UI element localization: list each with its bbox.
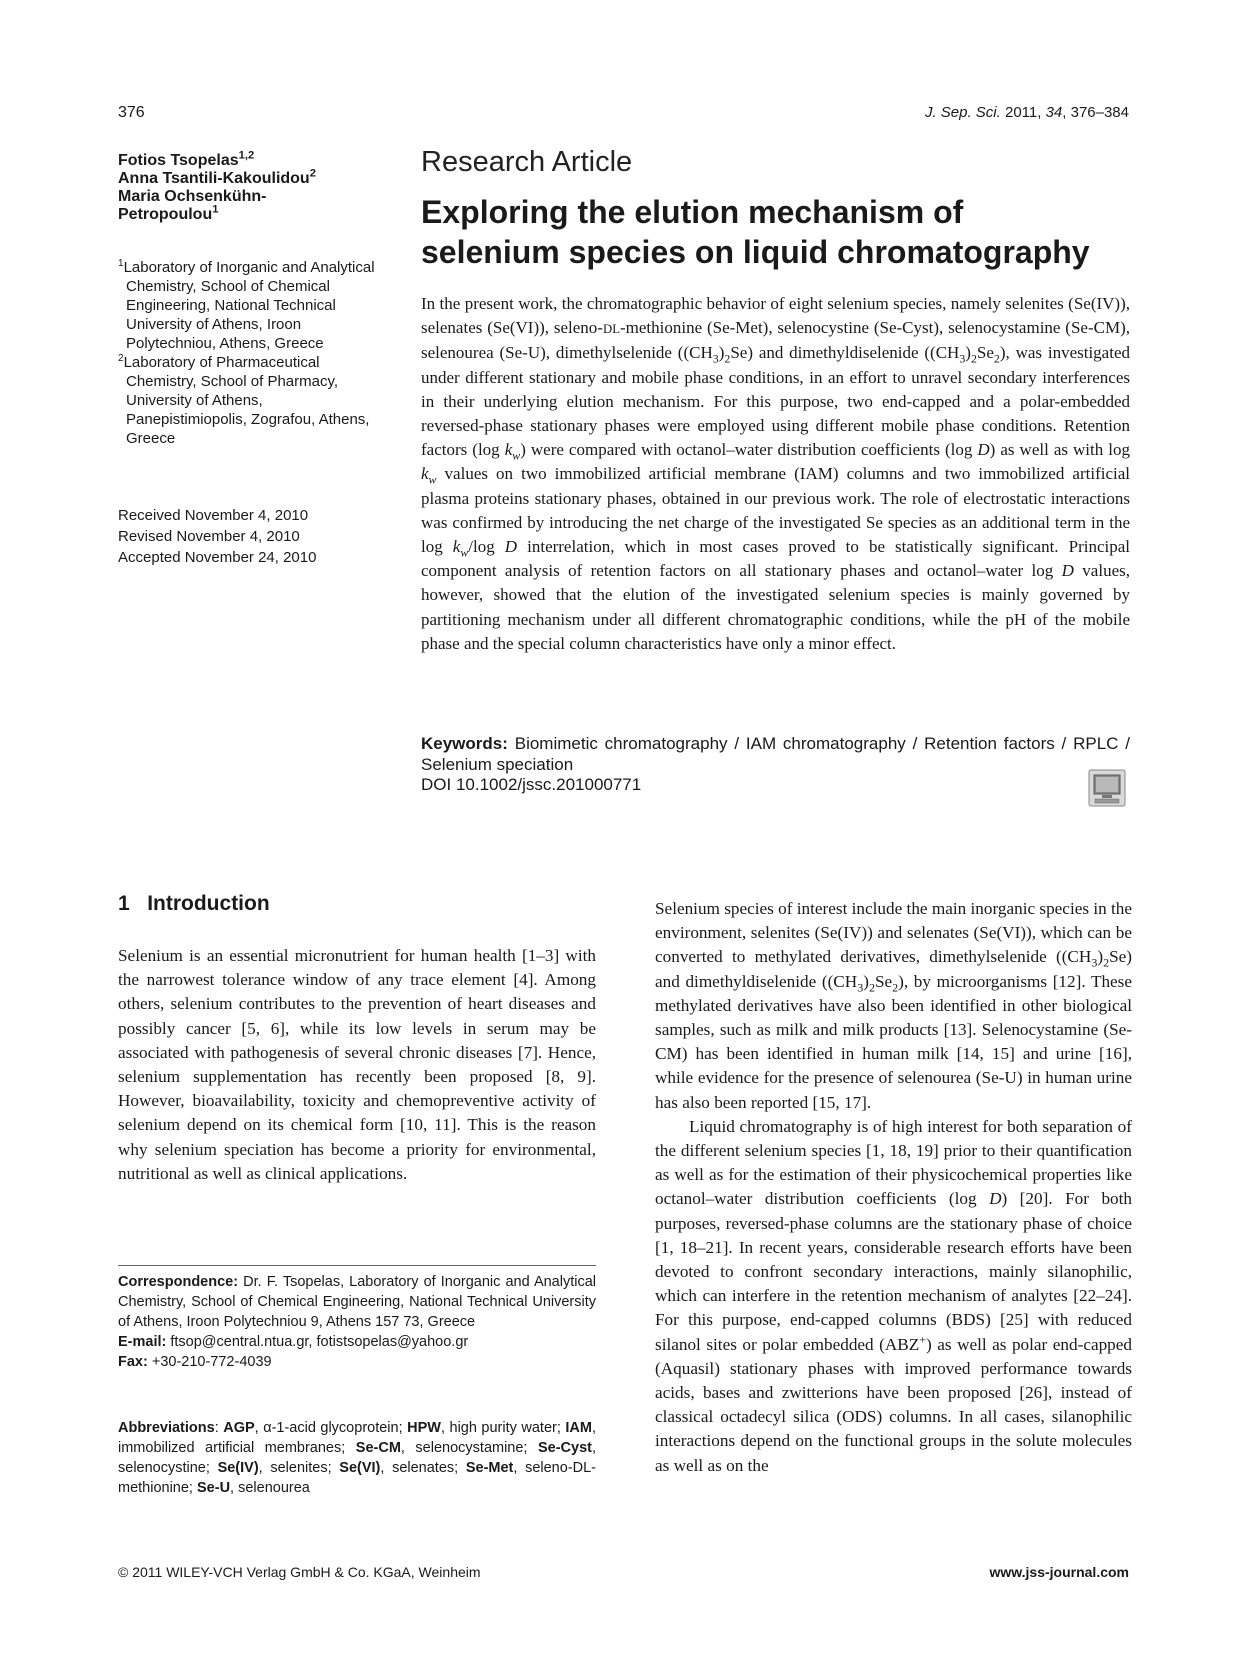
journal-name: J. Sep. Sci. (924, 104, 1001, 121)
section-heading-introduction: 1 Introduction (118, 892, 270, 915)
divider (118, 1265, 596, 1266)
copyright: © 2011 WILEY-VCH Verlag GmbH & Co. KGaA, Weinheim (118, 1564, 481, 1580)
journal-volume: 34 (1045, 104, 1063, 121)
affiliations (118, 258, 383, 448)
keywords-text: Biomimetic chromatography / IAM chromatography / Retention factors / RPLC / Selenium speciation (421, 734, 1130, 774)
received-date: Received November 4, 2010 (118, 507, 309, 524)
affiliation: $^2$Laboratory of Pharmaceutical Chemistry, School of Pharmacy, University of Athens, Panepistimiopolis, Zografou, Athens, Greece (118, 353, 370, 447)
introduction-column-2 (655, 897, 1132, 1478)
author: Anna Tsantili-Kakoulidou$^2$ (118, 167, 316, 187)
author-list (118, 149, 378, 224)
paragraph: Selenium species of interest include the main inorganic species in the environment, selenites (Se(IV)) and selenates (Se(VI)), which can be converted to methylated derivatives, dimethylselenide $((CH_3)_2Se)$ and dimethyldiselenide $((CH_3)_2Se_2)$, by microorganisms [12]. These methylated derivatives have also been identified in other biological samples, such as milk and milk products [13]. Selenocystamine (Se-CM) has been identified in human milk [14, 15] and urine [16], while evidence for the presence of selenourea (Se-U) in human urine has also been reported [15, 17]. (655, 899, 1132, 1112)
abstract: In the present work, the chromatographic behavior of eight selenium species, namely selenites (Se(IV)), selenates (Se(VI)), seleno-DL-methionine (Se-Met), selenocystine (Se-Cyst), selenocystamine (Se-CM), selenourea (Se-U), dimethylselenide $((CH_3)_2Se)$ and dimethyldiselenide $((CH_3)_2Se_2)$, was investigated under different stationary and mobile phase conditions, in an effort to unravel secondary interferences in their underlying elution mechanism. For this purpose, two end-capped and a polar-embedded reversed-phase stationary phases were employed using different mobile phase conditions. Retention factors (log $k_w$) were compared with octanol–water distribution coefficients (log D) as well as with $\log k_w$ values on two immobilized artificial membrane (IAM) columns and two immobilized artificial plasma proteins stationary phases, obtained in our previous work. The role of electrostatic interactions was confirmed by introducing the net charge of the investigated Se species as an additional term in the $\log k_w/\log$ D interrelation, which in most cases proved to be statistically significant. Principal component analysis of retention factors on all stationary phases and octanol–water log D values, however, showed that the elution of the investigated selenium species is mainly governed by partitioning mechanism under all different chromatographic conditions, while the pH of the mobile phase and the special column characteristics have only a minor effect. (421, 294, 1131, 653)
affiliation: $^1$Laboratory of Inorganic and Analytical Chemistry, School of Chemical Engineering, National Technical University of Athens, Iroon Polytechniou, Athens, Greece (118, 258, 375, 352)
article-type: Research Article (421, 146, 633, 178)
journal-website-link[interactable]: www.jss-journal.com (989, 1564, 1129, 1580)
article-title: Exploring the elution mechanism of selenium species on liquid chromatography (421, 194, 1090, 270)
author: Fotios Tsopelas$^{1,2}$ (118, 149, 255, 169)
abbreviations: Abbreviations: AGP, α-1-acid glycoprotein; HPW, high purity water; IAM, immobilized artificial membranes; Se-CM, selenocystamine; Se-Cyst, selenocystine; Se(IV), selenites; Se(VI), selenates; Se-Met, seleno-DL-methionine; Se-U, selenourea (118, 1420, 597, 1496)
email-link[interactable]: ftsop@central.ntua.gr, fotistsopelas@yahoo.gr (166, 1334, 469, 1350)
keywords (421, 733, 1130, 775)
journal-pages: , 376–384 (1062, 104, 1129, 121)
keywords-label: Keywords: (421, 734, 508, 753)
article-dates (118, 505, 383, 568)
journal-reference (925, 104, 1129, 121)
correspondence: Correspondence: Dr. F. Tsopelas, Laboratory of Inorganic and Analytical Chemistry, School of Chemical Engineering, National Technical University of Athens, Iroon Polytechniou 9, Athens 157 73, Greece E-mail: ftsop@central.ntua.gr, fotistsopelas@yahoo.gr Fax: +30-210-772-4039 (118, 1274, 596, 1370)
accepted-date: Accepted November 24, 2010 (118, 549, 317, 566)
introduction-paragraph: Selenium is an essential micronutrient for human health [1–3] with the narrowest tolerance window of any trace element [4]. Among others, selenium contributes to the prevention of heart diseases and possibly cancer [5, 6], while its low levels in serum may be associated with pathogenesis of several chronic diseases [7]. Hence, selenium supplementation has recently been proposed [8, 9]. However, bioavailability, toxicity and chemopreventive activity of selenium depend on its chemical form [10, 11]. This is the reason why selenium speciation has become a priority for environmental, nutritional as well as clinical applications. (118, 946, 596, 1183)
author: Maria Ochsenkühn- (118, 188, 267, 205)
revised-date: Revised November 4, 2010 (118, 528, 300, 545)
page-number: 376 (118, 104, 145, 121)
journal-year: 2011, (1000, 104, 1046, 121)
computer-icon (1087, 768, 1127, 808)
paragraph: Liquid chromatography is of high interest for both separation of the different selenium species [1, 18, 19] prior to their quantification as well as for the estimation of their physicochemical properties like octanol–water distribution coefficients (log D) [20]. For both purposes, reversed-phase columns are the stationary phase of choice [1, 18–21]. In recent years, considerable research efforts have been devoted to confront secondary interactions, mainly silanophilic, which can interfere in the retention mechanism of analytes [22–24]. For this purpose, end-capped columns (BDS) [25] with reduced silanol sites or polar embedded (ABZ+) as well as polar end-capped (Aquasil) stationary phases with improved performance towards acids, bases and zwitterions have been proposed [26], instead of classical octadecyl silica (ODS) columns. In all cases, silanophilic interactions depend on the functional groups in the solute molecules as well as on the (655, 1116, 1132, 1475)
author: Petropoulou$^1$ (118, 203, 219, 223)
doi[interactable]: DOI 10.1002/jssc.201000771 (421, 775, 642, 794)
